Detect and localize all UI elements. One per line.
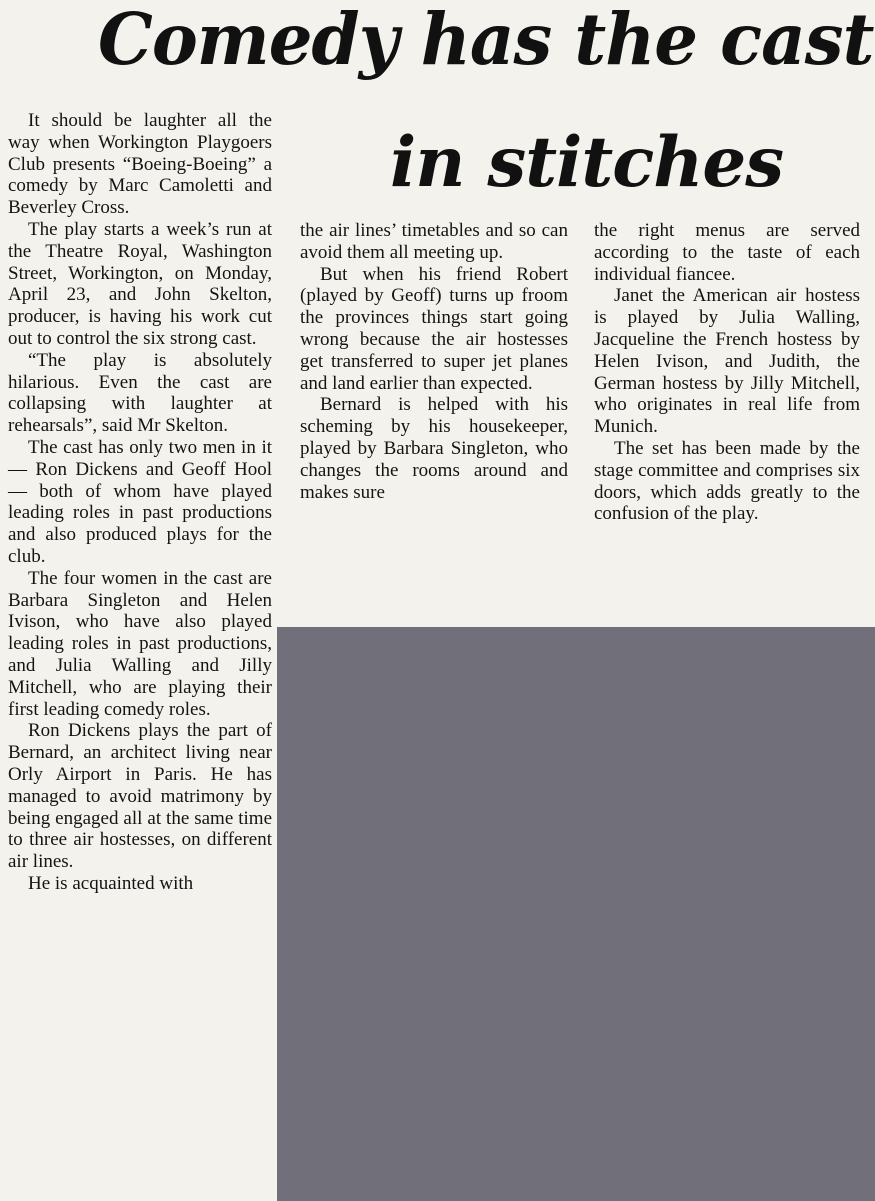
article-column-2 [300, 220, 568, 503]
paragraph: But when his friend Robert (played by Geoff) turns up froom the provinces things start going wrong because the air hostesses get transferred to super jet planes and land earlier than expected. [300, 263, 568, 394]
headline-line-2: in stitches [390, 122, 784, 203]
paragraph: The four women in the cast are Barbara Singleton and Helen Ivison, who have also played leading roles in past productions, and Julia Walling and Jilly Mitchell, who are playing their first leading comedy roles. [8, 567, 272, 720]
article-column-3 [594, 220, 860, 525]
paragraph: He is acquainted with [28, 872, 194, 894]
paragraph: “The play is absolutely hilarious. Even the cast are collapsing with laughter at rehearsals”, said Mr Skelton. [8, 349, 272, 437]
paragraph: The play starts a week’s run at the Theatre Royal, Washington Street, Workington, on Monday, April 23, and John Skelton, producer, is having his work cut out to control the six strong cast. [8, 218, 272, 349]
paragraph: the air lines’ timetables and so can avoid them all meeting up. [300, 220, 568, 263]
paragraph: Janet the American air hostess is played by Julia Walling, Jacqueline the French hostess by Helen Ivison, and Judith, the German hostess by Jilly Mitchell, who originates in real life from Munich. [594, 285, 860, 438]
paragraph: It should be laughter all the way when Workington Playgoers Club presents “Boeing-Boeing” a comedy by Marc Camoletti and Beverley Cross. [8, 110, 272, 219]
paragraph: The set has been made by the stage committee and comprises six doors, which adds greatly to the confusion of the play. [594, 437, 860, 525]
paragraph: Ron Dickens plays the part of Bernard, an architect living near Orly Airport in Paris. He has managed to avoid matrimony by being engaged all at the same time to three air hostesses, on different air lines. [8, 720, 272, 873]
headline-line-1: Comedy has the cast [98, 0, 874, 81]
paragraph: Bernard is helped with his scheming by his housekeeper, played by Barbara Singleton, who changes the rooms around and makes sure [300, 394, 568, 503]
article-column-1 [8, 110, 272, 895]
paragraph: the right menus are served according to the taste of each individual fiancee. [594, 220, 860, 285]
paragraph: The cast has only two men in it — Ron Dickens and Geoff Hool — both of whom have played leading roles in past productions and also produced plays for the club. [8, 436, 272, 567]
blank-gray-area [277, 627, 875, 1201]
